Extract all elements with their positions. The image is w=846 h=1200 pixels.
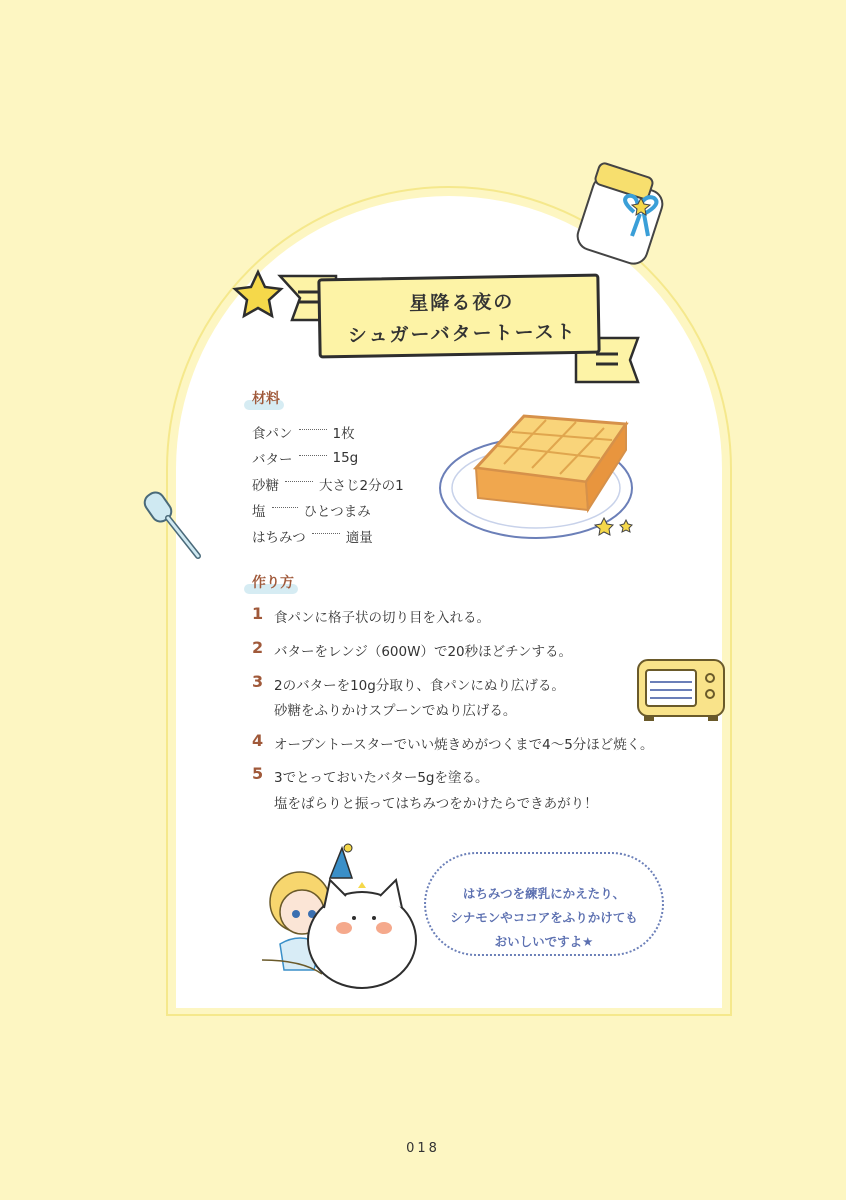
honey-jar-icon xyxy=(574,160,684,270)
ingredient-name: はちみつ xyxy=(252,530,306,546)
ingredient-item xyxy=(252,500,371,520)
tip-line-2: シナモンやココアをふりかけても xyxy=(450,910,638,925)
ingredient-item xyxy=(252,448,358,468)
step-text: 砂糖をふりかけスプーンでぬり広げる。 xyxy=(274,703,517,719)
toaster-oven-icon xyxy=(632,648,732,724)
step-text: 2のバターを10g分取り、食パンにぬり広げる。 xyxy=(274,678,565,694)
tip-line-1: はちみつを練乳にかえたり、 xyxy=(462,886,626,901)
ingredient-item xyxy=(252,474,404,494)
steps-heading: 作り方 xyxy=(252,575,294,591)
title-line-2: シュガーバタートースト xyxy=(347,320,577,347)
step-number: 2 xyxy=(252,638,264,657)
page-number: 018 xyxy=(406,1141,440,1156)
step-number: 5 xyxy=(252,764,264,783)
ingredient-name: バター xyxy=(252,452,293,468)
step-text: オーブントースターでいい焼きめがつくまで4～5分ほど焼く。 xyxy=(274,737,654,753)
title-line-1: 星降る夜の xyxy=(409,291,515,315)
step-text: バターをレンジ（600W）で20秒ほどチンする。 xyxy=(274,644,572,660)
ingredient-item xyxy=(252,422,355,442)
step-number: 3 xyxy=(252,672,264,691)
step-text: 3でとっておいたバター5gを塗る。 xyxy=(274,770,489,786)
ingredient-amount: 15g xyxy=(332,450,359,466)
step-text: 塩をぱらりと振ってはちみつをかけたらできあがり！ xyxy=(274,796,598,812)
ingredient-amount: 適量 xyxy=(345,530,373,546)
characters-illustration xyxy=(252,840,424,990)
ingredient-item xyxy=(252,526,373,546)
step-number: 1 xyxy=(252,604,264,623)
ingredient-amount: 1枚 xyxy=(332,426,355,442)
tip-line-3: おいしいですよ★ xyxy=(494,934,594,949)
ingredient-amount: 大さじ2分の1 xyxy=(319,478,404,494)
ingredient-name: 食パン xyxy=(252,426,293,442)
ingredient-name: 砂糖 xyxy=(252,478,279,494)
step-number: 4 xyxy=(252,731,264,750)
spatula-icon xyxy=(140,486,210,566)
title-banner xyxy=(317,274,600,359)
ingredient-amount: ひとつまみ xyxy=(303,504,371,520)
ingredients-heading: 材料 xyxy=(252,391,280,407)
toast-illustration xyxy=(436,406,646,552)
ingredient-name: 塩 xyxy=(252,504,266,520)
step-text: 食パンに格子状の切り目を入れる。 xyxy=(274,610,490,626)
